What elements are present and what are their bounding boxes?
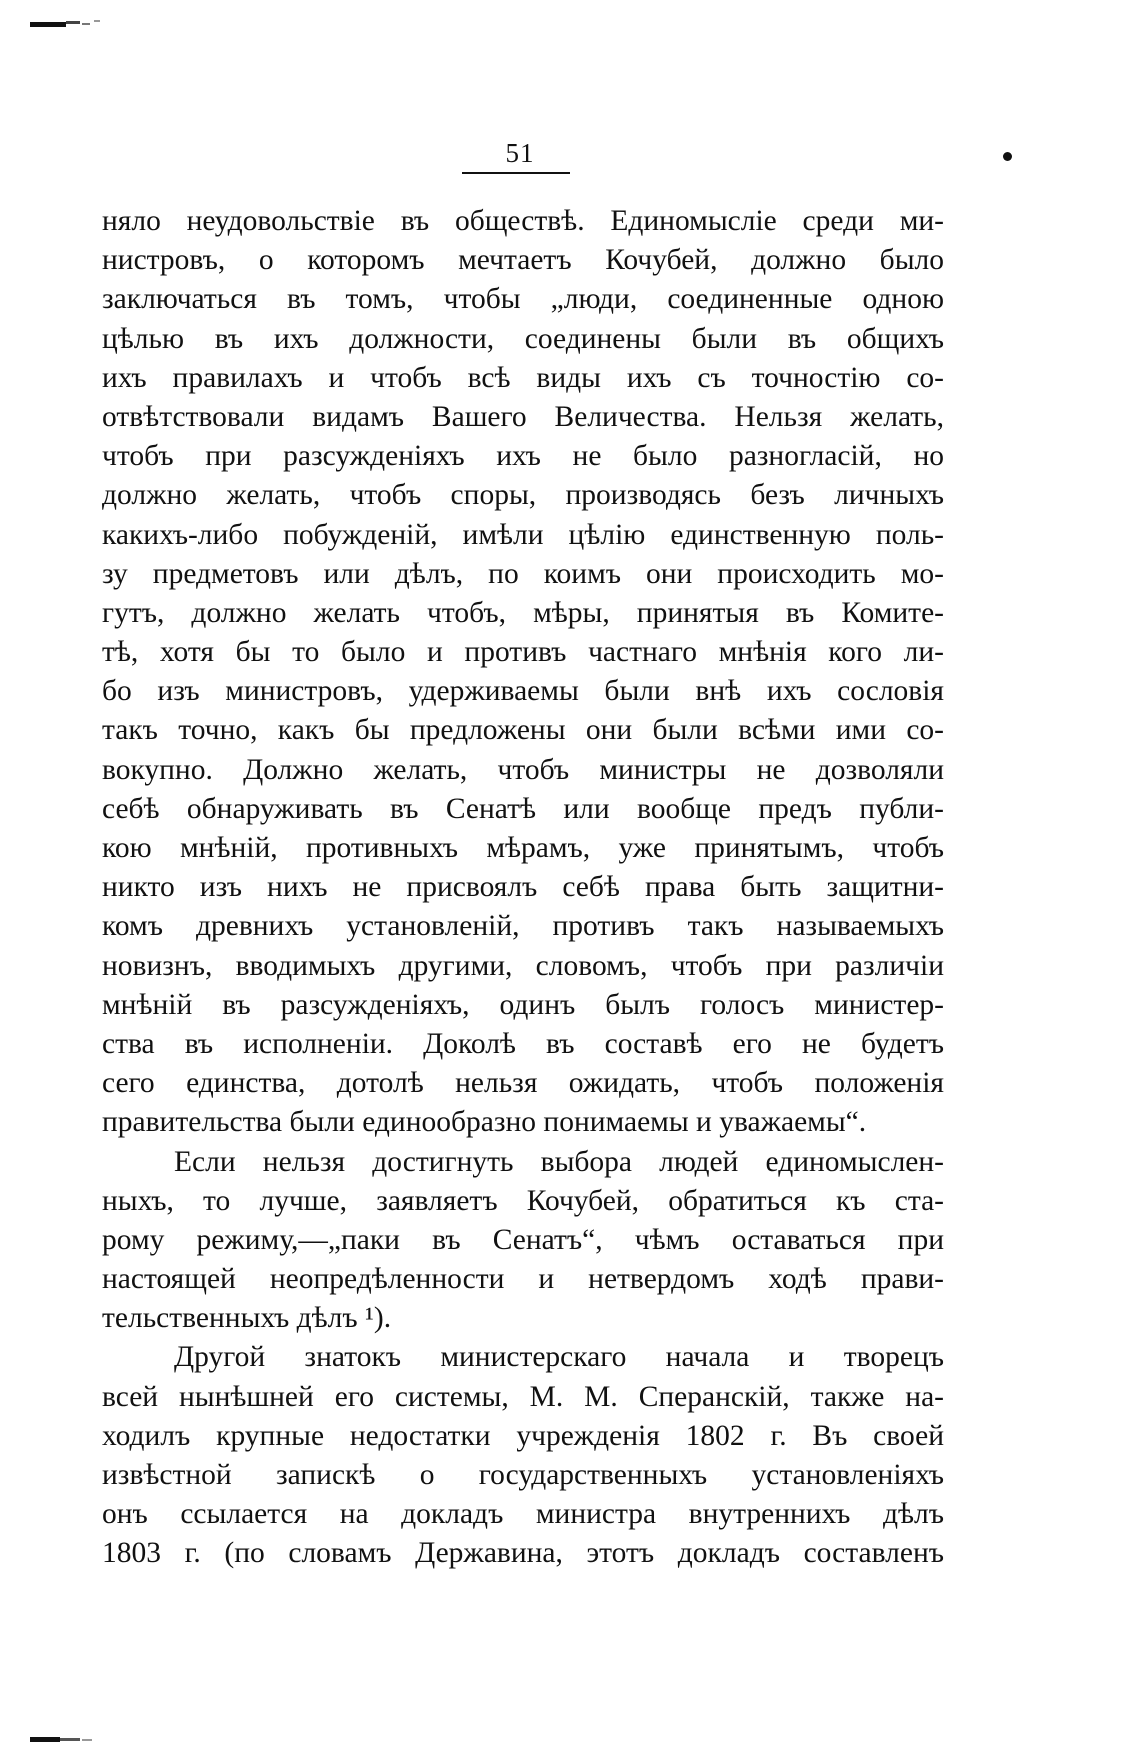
text-line: рому режиму,—„паки въ Сенатъ“, чѣмъ оставаться при: [102, 1223, 944, 1256]
text-line: чтобъ при разсужденіяхъ ихъ не было разногласій, но: [102, 440, 944, 473]
text-line: ства въ исполненіи. Доколѣ въ составѣ его не будетъ: [102, 1027, 944, 1060]
text-line: никто изъ нихъ не присвоялъ себѣ права быть защитни-: [102, 871, 944, 904]
page-number: 51: [505, 138, 535, 168]
text-line: вокупно. Должно желать, чтобъ министры не дозволяли: [102, 753, 944, 786]
text-line: извѣстной запискѣ о государственныхъ установленіяхъ: [102, 1459, 944, 1491]
text-line: себѣ обнаруживать въ Сенатѣ или вообще предъ публи-: [102, 792, 944, 825]
paragraph: [102, 1338, 944, 1573]
text-line: ныхъ, то лучше, заявляетъ Кочубей, обратиться къ ста-: [102, 1184, 944, 1217]
text-line: ихъ правилахъ и чтобъ всѣ виды ихъ съ точностію со-: [102, 361, 944, 394]
text-line: онъ ссылается на докладъ министра внутреннихъ дѣлъ: [102, 1498, 944, 1531]
text-line: Если нельзя достигнуть выбора людей единомыслен-: [174, 1145, 944, 1178]
text-line: заключаться въ томъ, чтобы „люди, соединенные одною: [102, 283, 944, 316]
text-line: комъ древнихъ установленій, противъ такъ называемыхъ: [102, 910, 944, 943]
text-line: бо изъ министровъ, удерживаемы были внѣ ихъ сословія: [102, 675, 944, 708]
text-line: няло неудовольствіе въ обществѣ. Единомысліе среди ми-: [102, 205, 944, 237]
paragraph: [102, 1143, 944, 1339]
text-line: кою мнѣній, противныхъ мѣрамъ, уже принятымъ, чтобъ: [102, 832, 944, 864]
text-line: какихъ-либо побужденій, имѣли цѣлію единственную поль-: [102, 518, 944, 551]
text-line: нистровъ, о которомъ мечтаетъ Кочубей, должно было: [102, 244, 944, 277]
text-line: цѣлью въ ихъ должности, соединены были въ общихъ: [102, 322, 944, 355]
text-line: тельственныхъ дѣлъ ¹).: [102, 1302, 392, 1335]
page-number-rule: [462, 172, 570, 174]
text-line: гутъ, должно желать чтобъ, мѣры, принятыя въ Комите-: [102, 596, 944, 629]
text-line: всей нынѣшней его системы, М. М. Сперанскій, также на-: [102, 1380, 944, 1413]
text-line: такъ точно, какъ бы предложены они были всѣми ими со-: [102, 714, 944, 747]
text-line: отвѣтствовали видамъ Вашего Величества. Нельзя желать,: [102, 400, 944, 433]
text-line: правительства были единообразно понимаемы и уважаемы“.: [102, 1106, 867, 1139]
text-line: должно желать, чтобъ споры, производясь безъ личныхъ: [102, 479, 944, 512]
text-line: ходилъ крупные недостатки учрежденія 1802 г. Въ своей: [102, 1419, 944, 1452]
scan-artifact-mark-bottom: [30, 1733, 100, 1745]
text-line: новизнъ, вводимыхъ другими, словомъ, чтобъ при различіи: [102, 949, 944, 982]
scan-artifact-mark: [30, 18, 120, 30]
body-text: [102, 202, 944, 1574]
text-line: 1803 г. (по словамъ Державина, этотъ докладъ составленъ: [102, 1537, 944, 1570]
text-line: тѣ, хотя бы то было и противъ частнаго мнѣнія кого ли-: [102, 636, 944, 669]
text-line: сего единства, дотолѣ нельзя ожидать, чтобъ положенія: [102, 1067, 944, 1100]
paragraph: [102, 202, 944, 1143]
text-line: мнѣній въ разсужденіяхъ, одинъ былъ голосъ министер-: [102, 988, 944, 1021]
text-line: настоящей неопредѣленности и нетвердомъ ходѣ прави-: [102, 1263, 944, 1296]
text-line: зу предметовъ или дѣлъ, по коимъ они происходить мо-: [102, 557, 944, 590]
text-line: Другой знатокъ министерскаго начала и творецъ: [174, 1341, 944, 1374]
